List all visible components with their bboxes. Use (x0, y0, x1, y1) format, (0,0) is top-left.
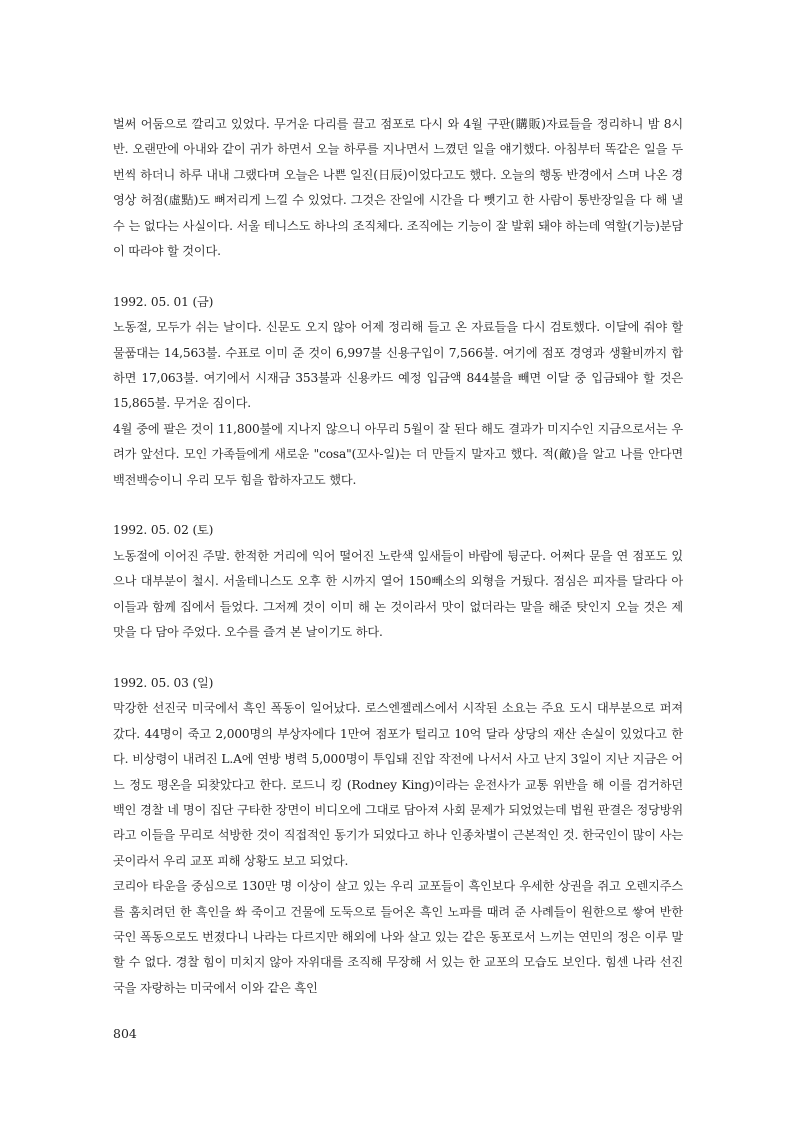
entry-paragraph: 노동절, 모두가 쉬는 날이다. 신문도 오지 않아 어제 정리해 들고 온 자료들을 다시 검토했다. 이달에 줘야 할 물품대는 14,563불. 수표로 이미 준 것이 6,997불 신용구입이 7,566불. 여기에 점포 경영과 생활비까지 합하면 17,063불. 여기에서 시재금 353불과 신용카드 예정 입금액 844불을 빼면 이달 중 입금돼야 할 것은 15,865불. 무거운 짐이다. (113, 320, 683, 411)
entry-paragraph: 4월 중에 팔은 것이 11,800불에 지나지 않으니 아무리 5월이 잘 된다 해도 결과가 미지수인 지금으로서는 우려가 앞선다. 모인 가족들에게 새로운 "cosa"(꼬사-일)는 더 만들지 말자고 했다. 적(敵)을 알고 나를 안다면 백전백승이니 우리 모두 힘을 합하자고도 했다. (113, 421, 683, 487)
diary-entry-1 (113, 290, 683, 493)
document-body (113, 112, 683, 1001)
entry-paragraph: 노동절에 이어진 주말. 한적한 거리에 익어 떨어진 노란색 잎새들이 바람에 뒹군다. 어쩌다 문을 연 점포도 있으나 대부분이 철시. 서울테니스도 오후 한 시까지 열어 150빼소의 외형을 거뒀다. 점심은 피자를 달라다 아이들과 함께 집에서 들었다. 그저께 것이 이미 해 논 것이라서 맛이 없더라는 말을 해준 탓인지 오늘 것은 제 맛을 다 담아 주었다. 오수를 즐겨 본 날이기도 하다. (113, 548, 683, 640)
entry-date: 1992. 05. 02 (토) (113, 523, 214, 538)
page-number: 804 (113, 1026, 137, 1041)
entry-paragraph: 코리아 타운을 중심으로 130만 명 이상이 살고 있는 우리 교포들이 흑인보다 우세한 상권을 쥐고 오렌지주스를 훔치려던 한 흑인을 쏴 죽이고 건물에 도둑으로 들어온 흑인 노파를 때려 준 사례들이 원한으로 쌓여 반한국인 폭동으로도 번졌다니 나라는 다르지만 해외에 나와 살고 있는 같은 동포로서 느끼는 연민의 정은 이루 말 할 수 없다. 경찰 힘이 미치지 않아 자위대를 조직해 무장해 서 있는 한 교포의 모습도 보인다. 힘센 나라 선진국을 자랑하는 미국에서 이와 같은 흑인 (113, 879, 683, 995)
entry-date: 1992. 05. 03 (일) (113, 675, 214, 690)
intro-paragraph: 벌써 어둠으로 깔리고 있었다. 무거운 다리를 끌고 점포로 다시 와 4월 구판(購販)자료들을 정리하니 밤 8시반. 오랜만에 아내와 같이 귀가 하면서 오늘 하루를 지나면서 느꼈던 일을 얘기했다. 아침부터 똑같은 일을 두 번씩 하더니 하루 내내 그랬다며 오늘은 나쁜 일진(日辰)이었다고도 했다. 오늘의 행동 반경에서 스며 나온 경영상 허점(虛點)도 뼈저리게 느낄 수 있었다. 그것은 잔일에 시간을 다 뺏기고 한 사람이 통반장일을 다 해 낼 수 는 없다는 사실이다. 서울 테니스도 하나의 조직체다. 조직에는 기능이 잘 발휘 돼야 하는데 역할(기능)분담이 따라야 할 것이다. (113, 117, 683, 259)
entry-paragraph: 막강한 선진국 미국에서 흑인 폭동이 일어났다. 로스엔젤레스에서 시작된 소요는 주요 도시 대부분으로 퍼져 갔다. 44명이 죽고 2,000명의 부상자에다 1만여 점포가 털리고 10억 달라 상당의 재산 손실이 있었다고 한다. 비상령이 내려진 L.A에 연방 병력 5,000명이 투입돼 진압 작전에 나서서 사고 난지 3일이 지난 지금은 어느 정도 평온을 되찾았다고 한다. 로드니 킹 (Rodney King)이라는 운전사가 교통 위반을 해 이를 검거하던 백인 경찰 네 명이 집단 구타한 장면이 비디오에 그대로 담아져 사회 문제가 되었었는데 법원 판결은 정당방위라고 이들을 무리로 석방한 것이 직접적인 동기가 되었다고 하나 인종차별이 근본적인 것. 한국인이 많이 사는 곳이라서 우리 교포 피해 상황도 보고 되었다. (113, 701, 683, 868)
diary-entry-3 (113, 671, 683, 1001)
entry-date: 1992. 05. 01 (금) (113, 294, 214, 309)
diary-entry-2 (113, 518, 683, 645)
